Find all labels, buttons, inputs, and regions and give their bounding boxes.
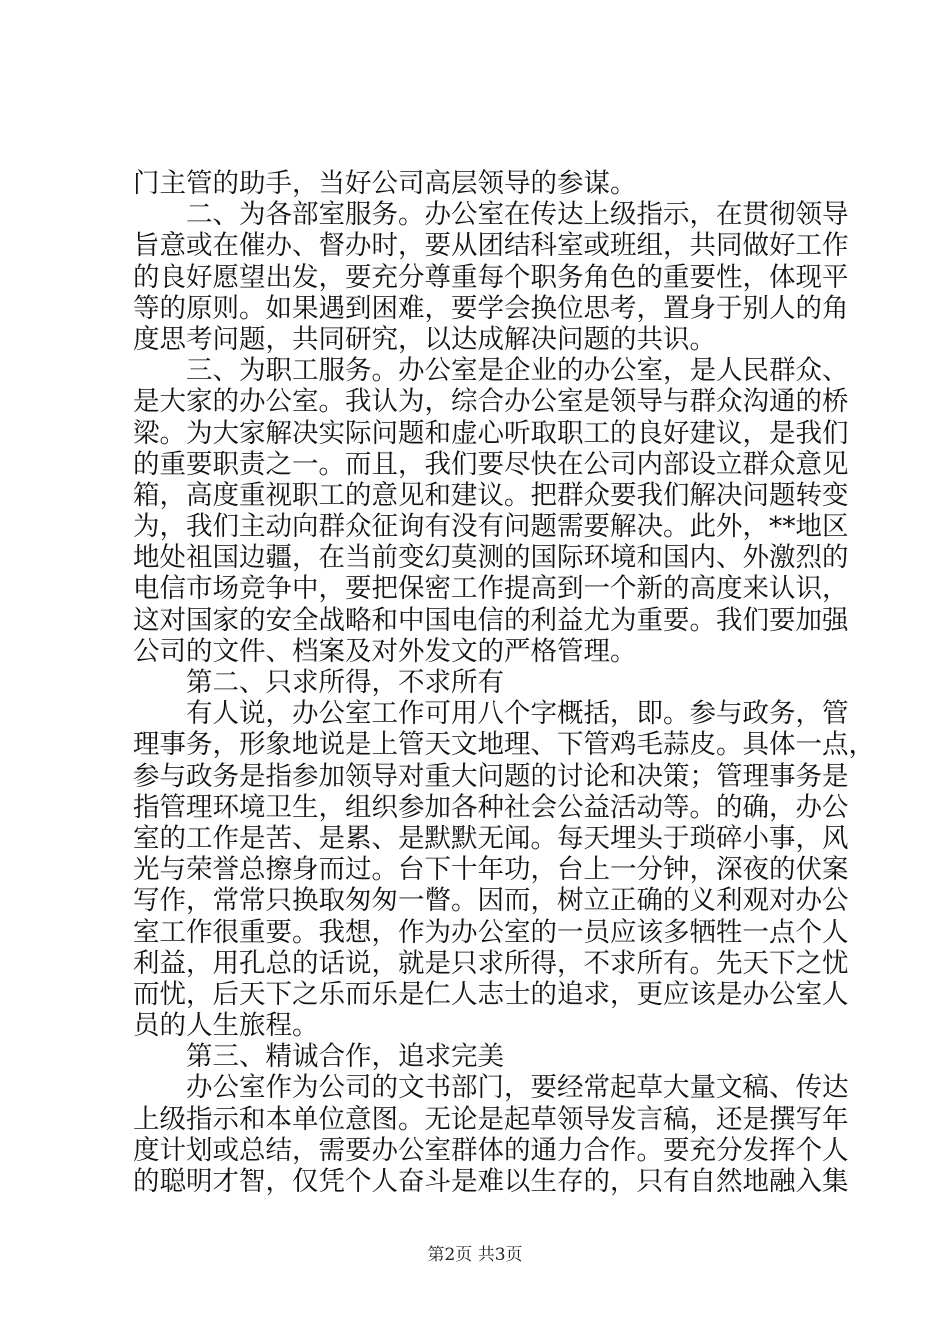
text-line: 箱，高度重视职工的意见和建议。把群众要我们解决问题转变 [133, 479, 849, 511]
text-line: 度思考问题，共同研究，以达成解决问题的共识。 [133, 323, 716, 355]
text-line: 三、为职工服务。办公室是企业的办公室，是人民群众、 [186, 355, 849, 387]
text-line: 理事务，形象地说是上管天文地理、下管鸡毛蒜皮。具体一点， [133, 729, 875, 761]
text-line: 梁。为大家解决实际问题和虚心听取职工的良好建议，是我们 [133, 417, 849, 449]
text-line: 是大家的办公室。我认为，综合办公室是领导与群众沟通的桥 [133, 386, 849, 418]
text-line: 度计划或总结，需要办公室群体的通力合作。要充分发挥个人 [133, 1134, 849, 1166]
text-line: 参与政务是指参加领导对重大问题的讨论和决策；管理事务是 [133, 760, 849, 792]
text-line: 员的人生旅程。 [133, 1010, 319, 1042]
text-line: 指管理环境卫生，组织参加各种社会公益活动等。的确，办公 [133, 791, 849, 823]
text-line: 室工作很重要。我想，作为办公室的一员应该多牺牲一点个人 [133, 916, 849, 948]
text-line: 有人说，办公室工作可用八个字概括，即。参与政务，管 [186, 698, 849, 730]
page-footer: 第2页 共3页 [427, 1245, 523, 1265]
text-line: 上级指示和本单位意图。无论是起草领导发言稿，还是撰写年 [133, 1103, 849, 1135]
text-line: 利益，用孔总的话说，就是只求所得，不求所有。先天下之忧 [133, 947, 849, 979]
text-line: 二、为各部室服务。办公室在传达上级指示，在贯彻领导 [186, 199, 849, 231]
text-line: 的重要职责之一。而且，我们要尽快在公司内部设立群众意见 [133, 448, 849, 480]
text-line: 办公室作为公司的文书部门，要经常起草大量文稿、传达 [186, 1072, 849, 1104]
text-line: 地处祖国边疆，在当前变幻莫测的国际环境和国内、外激烈的 [133, 542, 849, 574]
text-line: 门主管的助手，当好公司高层领导的参谋。 [133, 168, 637, 199]
text-line: 第二、只求所得，不求所有 [186, 667, 504, 698]
text-line: 而忧，后天下之乐而乐是仁人志士的追求，更应该是办公室人 [133, 978, 849, 1010]
text-line: 的聪明才智，仅凭个人奋斗是难以生存的，只有自然地融入集 [133, 1166, 849, 1197]
text-line: 电信市场竞争中，要把保密工作提高到一个新的高度来认识， [133, 573, 849, 605]
text-line: 旨意或在催办、督办时，要从团结科室或班组，共同做好工作 [133, 230, 849, 262]
text-line: 室的工作是苦、是累、是默默无闻。每天埋头于琐碎小事，风 [133, 822, 849, 854]
text-line: 公司的文件、档案及对外发文的严格管理。 [133, 635, 637, 667]
text-line: 这对国家的安全战略和中国电信的利益尤为重要。我们要加强 [133, 604, 849, 636]
text-line: 等的原则。如果遇到困难，要学会换位思考，置身于别人的角 [133, 292, 849, 324]
text-line: 写作，常常只换取匆匆一瞥。因而，树立正确的义利观对办公 [133, 885, 849, 917]
text-line: 光与荣誉总擦身而过。台下十年功，台上一分钟，深夜的伏案 [133, 854, 849, 886]
text-line: 的良好愿望出发，要充分尊重每个职务角色的重要性，体现平 [133, 261, 849, 293]
text-line: 第三、精诚合作，追求完美 [186, 1041, 504, 1073]
document-body [133, 168, 875, 1197]
text-line: 为，我们主动向群众征询有没有问题需要解决。此外，**地区 [133, 511, 849, 543]
